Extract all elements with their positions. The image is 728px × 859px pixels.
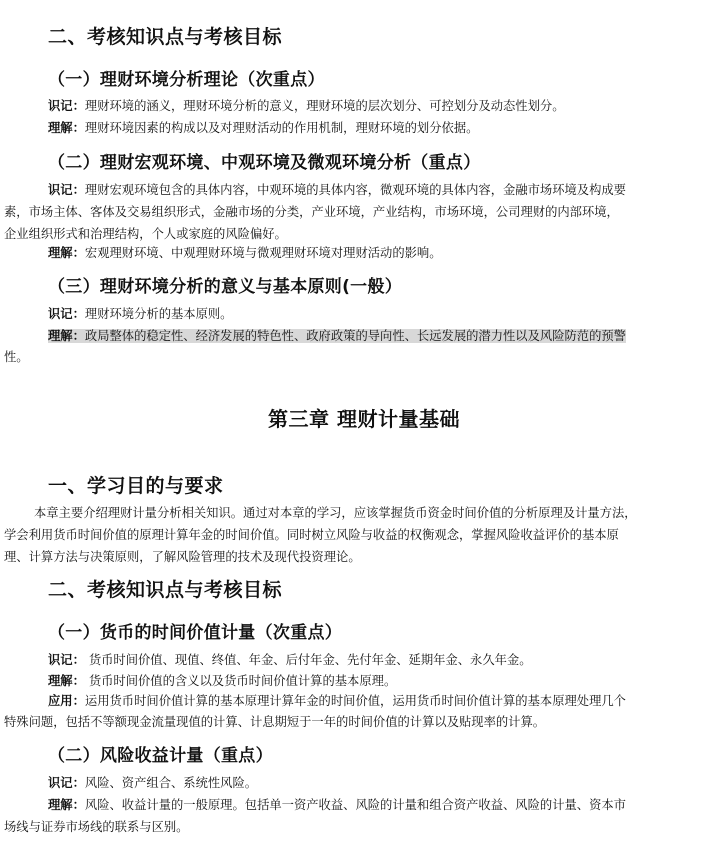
recall-text: 货币时间价值、现值、终值、年金、后付年金、先付年金、延期年金、永久年金。: [84, 653, 532, 667]
paragraph-line: 学会利用货币时间价值的原理计算年金的时间价值。同时树立风险与收益的权衡观念，掌握风险收益评价的基本原: [4, 528, 619, 542]
subsection-heading-macro-micro: （二）理财宏观环境、中观环境及微观环境分析（重点）: [48, 153, 481, 173]
paragraph-line: 理、计算方法与决策原则，了解风险管理的技术及现代投资理论。: [4, 550, 361, 564]
paragraph-line: 本章主要介绍理财计量分析相关知识。通过对本章的学习，应该掌握货币资金时间价值的分析原理及计量方法，: [34, 506, 637, 520]
section-heading-knowledge-targets-ch3: 二、考核知识点与考核目标: [48, 579, 283, 601]
understand-label: 理解：: [48, 329, 85, 343]
understand-label: 理解：: [48, 674, 85, 688]
selection-highlight: [48, 329, 626, 343]
subsection-heading-risk-return: （二）风险收益计量（重点）: [48, 746, 273, 766]
recall-label: 识记：: [48, 776, 85, 790]
recall-line: [48, 179, 626, 201]
understand-text: 风险、收益计量的一般原理。包括单一资产收益、风险的计量和组合资产收益、风险的计量、资本市: [84, 798, 626, 812]
understand-label: 理解：: [48, 121, 85, 135]
recall-text-continued: 素，市场主体、客体及交易组织形式，金融市场的分类，产业环境，产业结构，市场环境，公司理财的内部环境，: [4, 205, 619, 219]
section-heading-knowledge-targets: 二、考核知识点与考核目标: [48, 26, 283, 48]
understand-text: 货币时间价值的含义以及货币时间价值计算的基本原理。: [84, 674, 397, 688]
recall-line: [48, 772, 257, 794]
chapter-title: 第三章 理财计量基础: [268, 407, 460, 431]
understand-line: [48, 794, 626, 816]
apply-text: 运用货币时间价值计算的基本原理计算年金的时间价值，运用货币时间价值计算的基本原理处理几个: [84, 694, 626, 708]
apply-text-continued: 特殊问题，包括不等额现金流量现值的计算、计息期短于一年的时间价值的计算以及贴现率的计算。: [4, 715, 546, 729]
subsection-heading-time-value: （一）货币的时间价值计量（次重点）: [48, 623, 343, 643]
apply-label: 应用：: [48, 694, 85, 708]
recall-text: 理财宏观环境包含的具体内容，中观环境的具体内容，微观环境的具体内容，金融市场环境及构成要: [84, 183, 626, 197]
recall-label: 识记：: [48, 653, 85, 667]
understand-line: [48, 117, 478, 139]
understand-text: 宏观理财环境、中观理财环境与微观理财环境对理财活动的影响。: [84, 246, 442, 260]
subsection-heading-env-theory: （一）理财环境分析理论（次重点）: [48, 70, 325, 90]
section-heading-goals: 一、学习目的与要求: [48, 475, 224, 497]
understand-line: [48, 670, 396, 692]
apply-line: [48, 690, 626, 712]
understand-label: 理解：: [48, 246, 85, 260]
understand-text: 理财环境因素的构成以及对理财活动的作用机制，理财环境的划分依据。: [84, 121, 479, 135]
recall-text: 理财环境的涵义，理财环境分析的意义，理财环境的层次划分、可控划分及动态性划分。: [84, 99, 565, 113]
recall-label: 识记：: [48, 99, 85, 113]
understand-text-continued: 场线与证券市场线的联系与区别。: [4, 820, 189, 834]
understand-text: 政局整体的稳定性、经济发展的特色性、政府政策的导向性、长远发展的潜力性以及风险防范的预警: [84, 329, 626, 343]
understand-label: 理解：: [48, 798, 85, 812]
recall-text-continued: 企业组织形式和治理结构，个人或家庭的风险偏好。: [4, 227, 287, 241]
recall-text: 理财环境分析的基本原则。: [84, 307, 233, 321]
recall-line: [48, 95, 565, 117]
recall-label: 识记：: [48, 307, 85, 321]
recall-line: [48, 303, 232, 325]
understand-line-highlighted: [48, 325, 626, 347]
recall-text: 风险、资产组合、系统性风险。: [84, 776, 258, 790]
recall-line: [48, 649, 532, 671]
understand-line: [48, 242, 442, 264]
recall-label: 识记：: [48, 183, 85, 197]
understand-text-continued: 性。: [4, 350, 29, 364]
subsection-heading-significance: （三）理财环境分析的意义与基本原则(一般）: [48, 277, 403, 297]
